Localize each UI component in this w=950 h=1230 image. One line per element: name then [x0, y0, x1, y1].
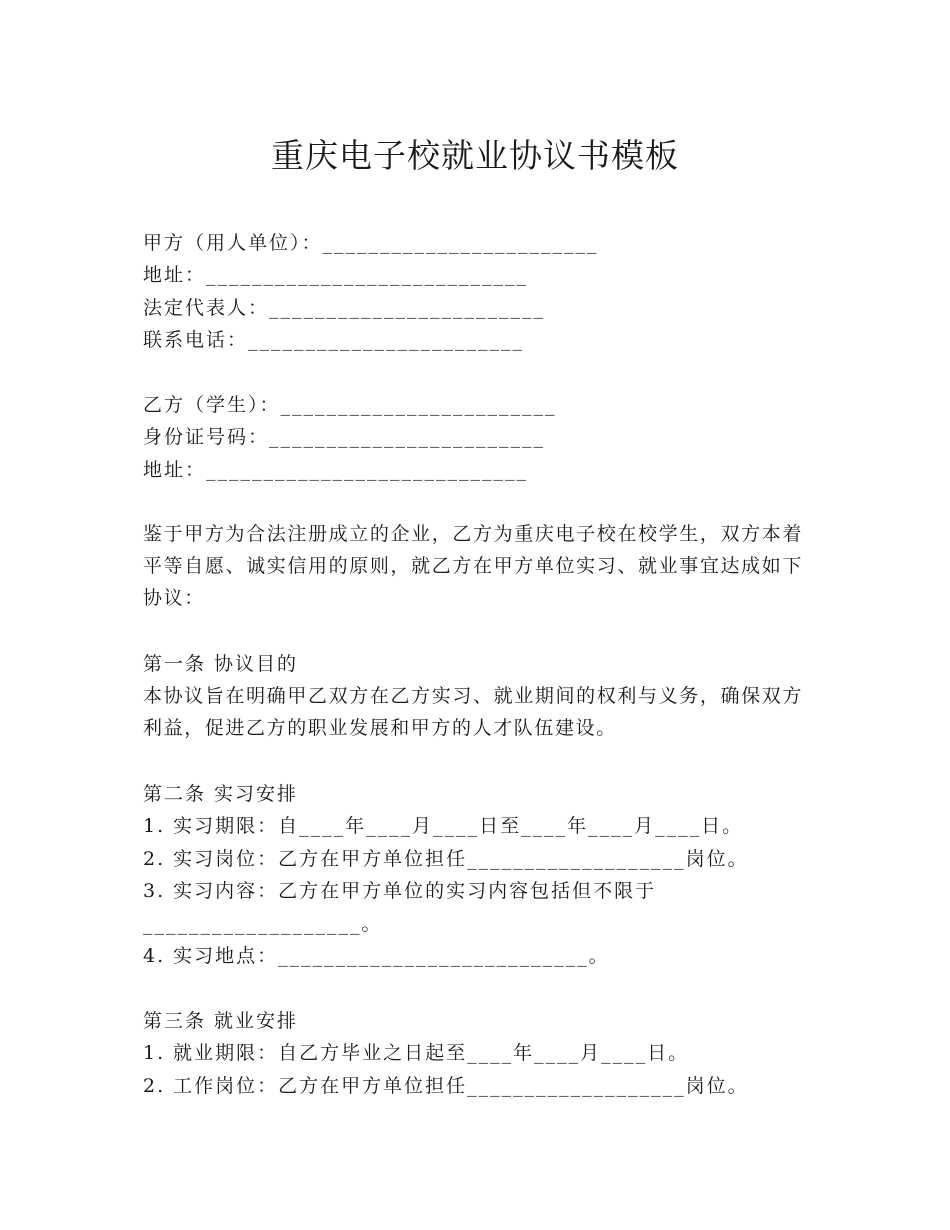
document-title: 重庆电子校就业协议书模板 — [271, 136, 679, 175]
preamble-paragraph: 鉴于甲方为合法注册成立的企业，乙方为重庆电子校在校学生，双方本着平等自愿、诚实信用的原则，就乙方在甲方单位实习、就业事宜达成如下协议： — [143, 523, 803, 609]
article2-item4: 4. 实习地点：___________________________。 — [143, 945, 610, 967]
article1-body: 本协议旨在明确甲乙双方在乙方实习、就业期间的权利与义务，确保双方利益，促进乙方的职业发展和甲方的人才队伍建设。 — [143, 685, 803, 739]
party-b-address-line: 地址：____________________________ — [143, 459, 529, 481]
article2-item3-cont: ___________________。 — [143, 913, 383, 935]
party-a-name-line: 甲方（用人单位）：________________________ — [143, 232, 599, 254]
party-b-name-line: 乙方（学生）：________________________ — [143, 394, 557, 416]
party-a-rep-line: 法定代表人：________________________ — [143, 297, 546, 319]
article2-item2: 2. 实习岗位：乙方在甲方单位担任___________________岗位。 — [143, 848, 749, 870]
article2-heading: 第二条 实习安排 — [143, 783, 299, 805]
party-b-id-line: 身份证号码：________________________ — [143, 426, 546, 448]
article2-item1: 1. 实习期限：自____年____月____日至____年____月____日。 — [143, 815, 744, 837]
article3-heading: 第三条 就业安排 — [143, 1010, 299, 1032]
article2-item3: 3. 实习内容：乙方在甲方单位的实习内容包括但不限于 — [143, 880, 657, 902]
party-a-phone-line: 联系电话：________________________ — [143, 329, 525, 351]
article3-item2: 2. 工作岗位：乙方在甲方单位担任___________________岗位。 — [143, 1075, 749, 1097]
article3-item1: 1. 就业期限：自乙方毕业之日起至____年____月____日。 — [143, 1042, 690, 1064]
party-a-address-line: 地址：____________________________ — [143, 264, 529, 286]
article1-heading: 第一条 协议目的 — [143, 653, 299, 675]
